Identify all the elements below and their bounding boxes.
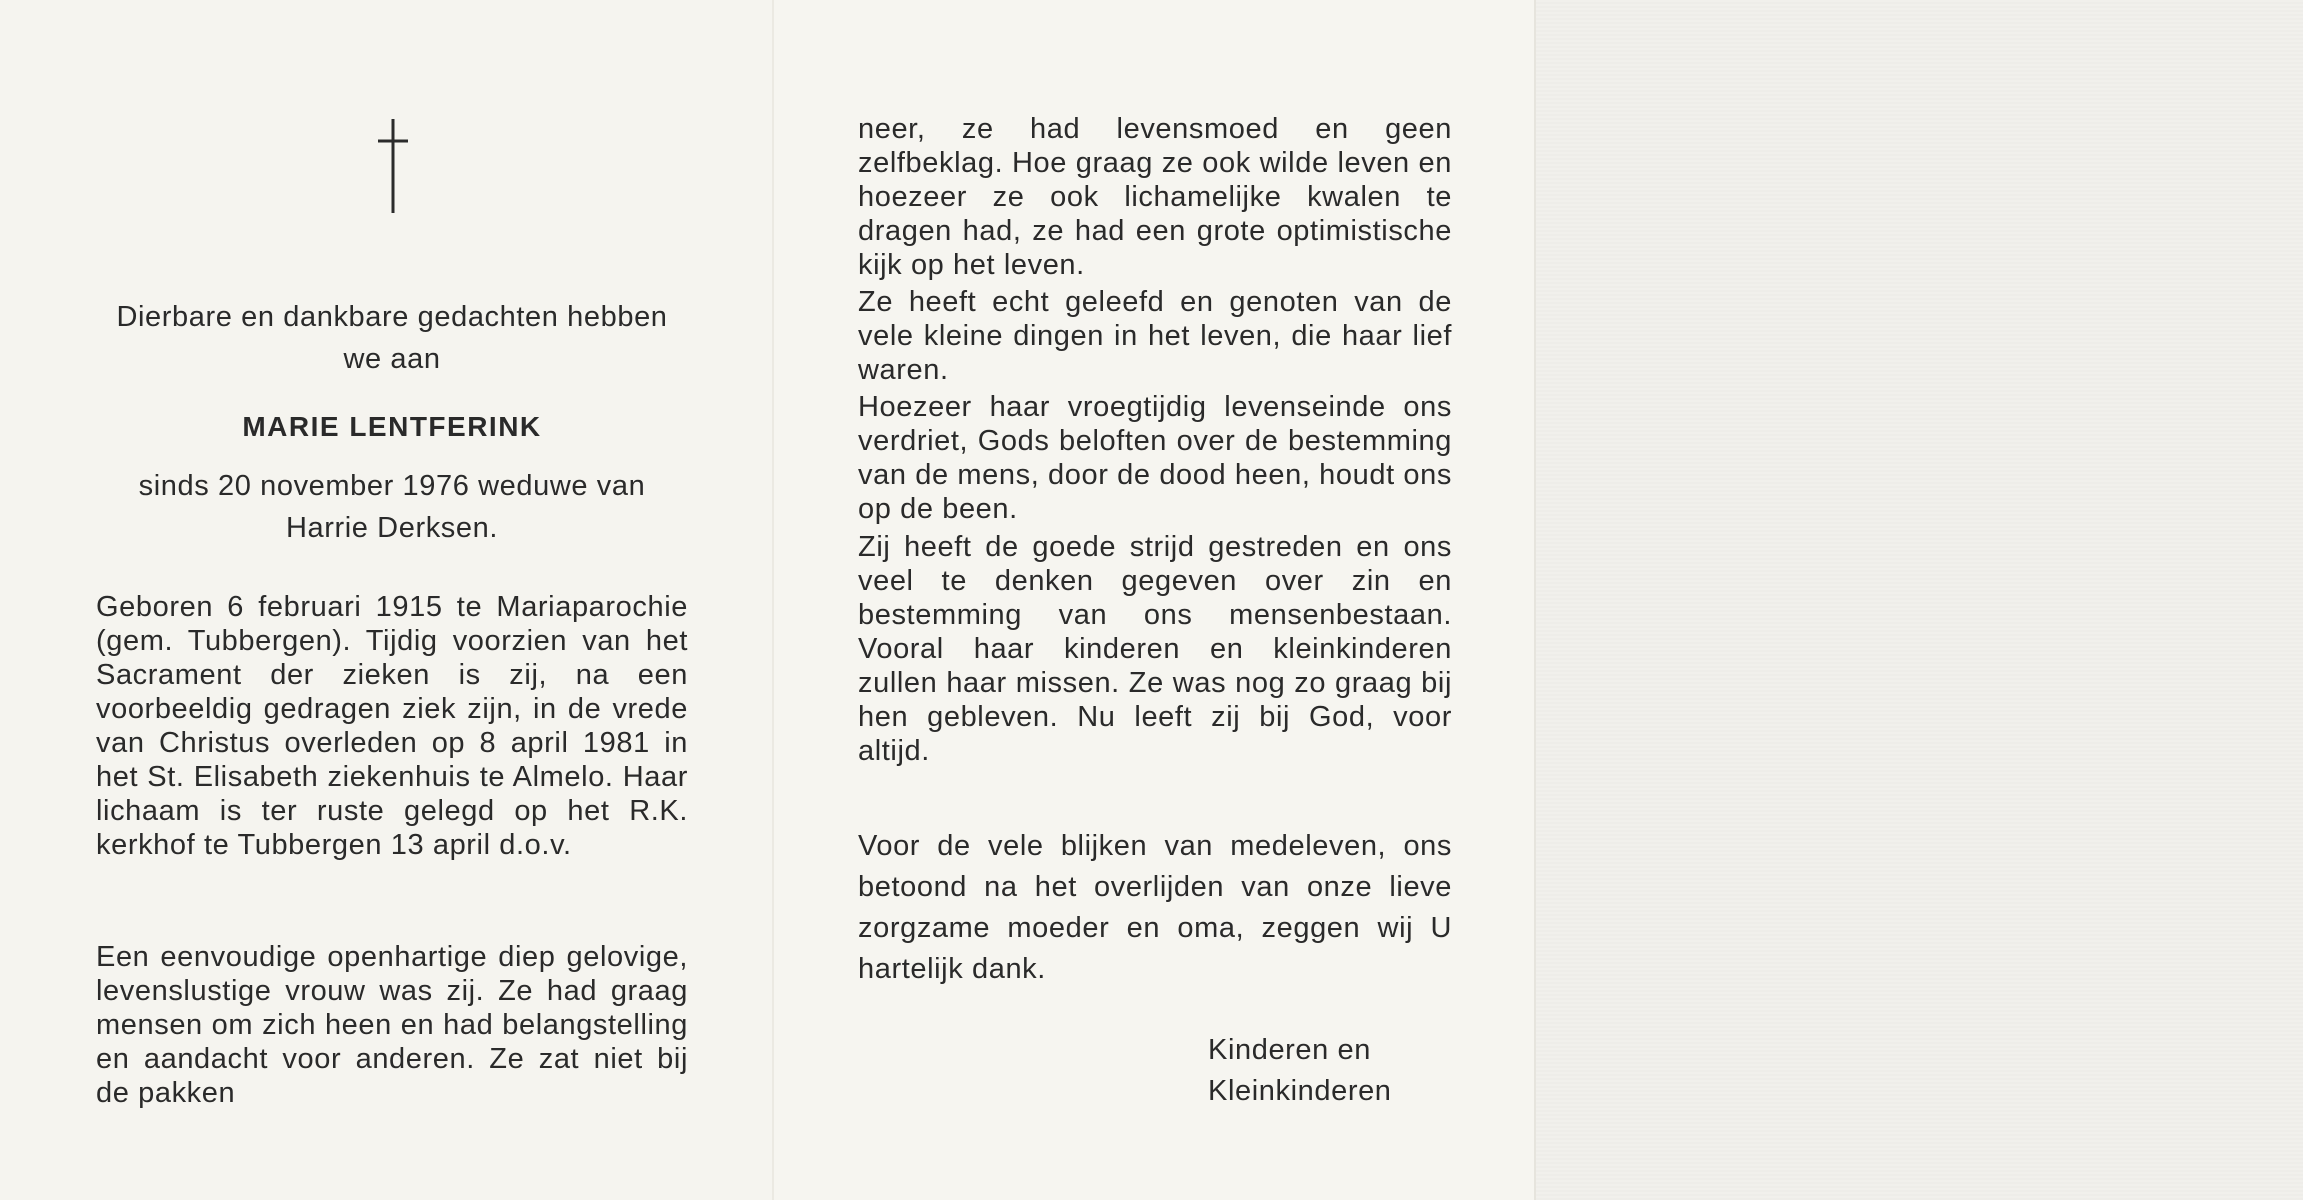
thanks-paragraph: Voor de vele blijken van medeleven, ons betoond na het overlijden van onze lieve zorgzame moeder en oma, zeggen wij U hartelijk dank. xyxy=(858,830,1452,985)
middle-paragraph-3: Hoezeer haar vroegtijdig levenseinde ons verdriet, Gods beloften over de bestemming van de mens, door de dood heen, houdt ons op de been. xyxy=(858,391,1452,525)
left-panel xyxy=(0,0,772,1200)
middle-paragraph-4: Zij heeft de goede strijd gestreden en ons veel te denken gegeven over zin en bestemming van ons mensenbestaan. Vooral haar kinderen en kleinkinderen zullen haar missen. Ze was nog zo graag bij hen gebleven. Nu leeft zij bij God, voor altijd. xyxy=(858,531,1452,767)
middle-paragraph-2: Ze heeft echt geleefd en genoten van de vele kleine dingen in het leven, die haar lief waren. xyxy=(858,286,1452,386)
widow-line: sinds 20 november 1976 weduwe van Harrie Derksen. xyxy=(138,470,646,544)
character-paragraph: Een eenvoudige openhartige diep gelovige, levenslustige vrouw was zij. Ze had graag mensen om zich heen en had belangstelling en aandacht voor anderen. Ze zat niet bij de pakken xyxy=(96,941,688,1109)
small-cross-icon xyxy=(368,115,418,215)
signature xyxy=(1208,1030,1458,1112)
right-panel xyxy=(1534,0,2303,1200)
deceased-name: MARIE LENTFERINK xyxy=(242,411,542,442)
signature-line-2: Kleinkinderen xyxy=(1208,1075,1392,1107)
signature-line-1: Kinderen en xyxy=(1208,1034,1371,1066)
intro-text: Dierbare en dankbare gedachten hebben we aan xyxy=(116,301,668,375)
birth-paragraph: Geboren 6 februari 1915 te Mariaparochie (gem. Tubbergen). Tijdig voorzien van het Sacrament der zieken is zij, na een voorbeeldig gedragen ziek zijn, in de vrede van Christus overleden op 8 april 1981 in het St. Elisabeth ziekenhuis te Almelo. Haar lichaam is ter ruste gelegd op het R.K. kerkhof te Tubbergen 13 april d.o.v. xyxy=(96,591,688,861)
middle-paragraph-1: neer, ze had levensmoed en geen zelfbeklag. Hoe graag ze ook wilde leven en hoezeer ze ook lichamelijke kwalen te dragen had, ze had een grote optimistische kijk op het leven. xyxy=(858,113,1452,281)
